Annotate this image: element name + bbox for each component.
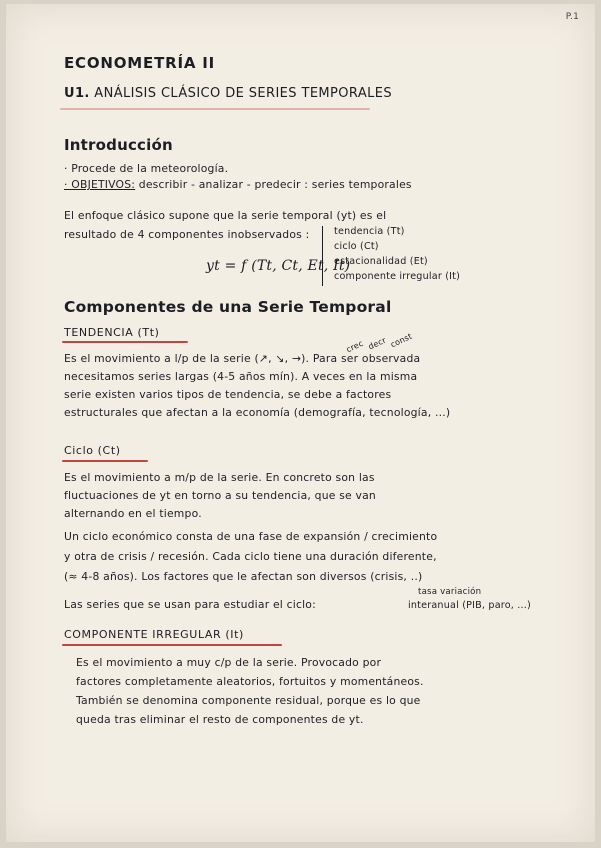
note-const: const (389, 331, 414, 350)
components-brace (322, 226, 330, 286)
ciclo-line-5: y otra de crisis / recesión. Cada ciclo tiene una duración diferente, (64, 550, 437, 563)
page-number: P.1 (565, 12, 579, 22)
unit-title: ANÁLISIS CLÁSICO DE SERIES TEMPORALES (94, 86, 393, 101)
tendencia-line-3: serie existen varios tipos de tendencia, se debe a factores (64, 388, 392, 401)
ciclo-heading: Ciclo (Ct) (64, 444, 121, 457)
document-title: ECONOMETRÍA II (64, 54, 216, 72)
irregular-underline (62, 644, 282, 646)
intro-heading: Introducción (64, 136, 173, 154)
ciclo-note-line-2: interanual (PIB, paro, ...) (408, 600, 531, 611)
ciclo-note-line-1: tasa variación (418, 587, 482, 597)
intro-bullet-2 (64, 178, 412, 191)
irregular-line-2: factores completamente aleatorios, fortuitos y momentáneos. (76, 675, 424, 688)
ciclo-underline (62, 460, 148, 462)
ciclo-line-3: alternando en el tiempo. (64, 507, 202, 520)
irregular-line-4: queda tras eliminar el resto de componentes de yt. (76, 713, 364, 726)
irregular-line-1: Es el movimiento a muy c/p de la serie. Provocado por (76, 656, 382, 669)
intro-paragraph-line-1: El enfoque clásico supone que la serie temporal (yt) es el (64, 209, 387, 222)
tendencia-line-1: Es el movimiento a l/p de la serie (↗, ↘, →). Para ser observada (64, 352, 421, 365)
component-ciclo: ciclo (Ct) (334, 241, 379, 252)
unit-subtitle (64, 86, 392, 101)
ciclo-line-2: fluctuaciones de yt en torno a su tendencia, que se van (64, 489, 376, 502)
ciclo-line-7: Las series que se usan para estudiar el ciclo: (64, 598, 316, 611)
decomposition-formula: yt = f (Tt, Ct, Et, It) (206, 258, 351, 274)
subtitle-underline (60, 108, 370, 110)
tendencia-heading: TENDENCIA (Tt) (64, 326, 160, 339)
note-decr: decr (366, 335, 388, 352)
components-heading: Componentes de una Serie Temporal (64, 298, 392, 316)
objectives-text: describir - analizar - predecir : series temporales (138, 178, 412, 191)
ciclo-line-6: (≈ 4-8 años). Los factores que le afectan son diversos (crisis, ..) (64, 570, 423, 583)
unit-number: U1. (64, 86, 90, 101)
component-estacionalidad: estacionalidad (Et) (334, 256, 428, 267)
component-irregular: componente irregular (It) (334, 271, 461, 282)
ciclo-line-1: Es el movimiento a m/p de la serie. En concreto son las (64, 471, 375, 484)
tendencia-line-4: estructurales que afectan a la economía (demografía, tecnología, ...) (64, 406, 451, 419)
intro-paragraph-line-2: resultado de 4 componentes inobservados : (64, 228, 310, 241)
notebook-page (6, 4, 595, 842)
irregular-heading: COMPONENTE IRREGULAR (It) (64, 628, 244, 641)
ciclo-line-4: Un ciclo económico consta de una fase de expansión / crecimiento (64, 530, 438, 543)
objectives-label: · OBJETIVOS: (64, 178, 136, 191)
intro-bullet-1: · Procede de la meteorología. (64, 162, 229, 175)
note-crec: crec (344, 338, 365, 355)
tendencia-underline (62, 341, 188, 343)
irregular-line-3: También se denomina componente residual, porque es lo que (76, 694, 421, 707)
tendencia-line-2: necesitamos series largas (4-5 años mín). A veces en la misma (64, 370, 418, 383)
component-tendencia: tendencia (Tt) (334, 226, 405, 237)
